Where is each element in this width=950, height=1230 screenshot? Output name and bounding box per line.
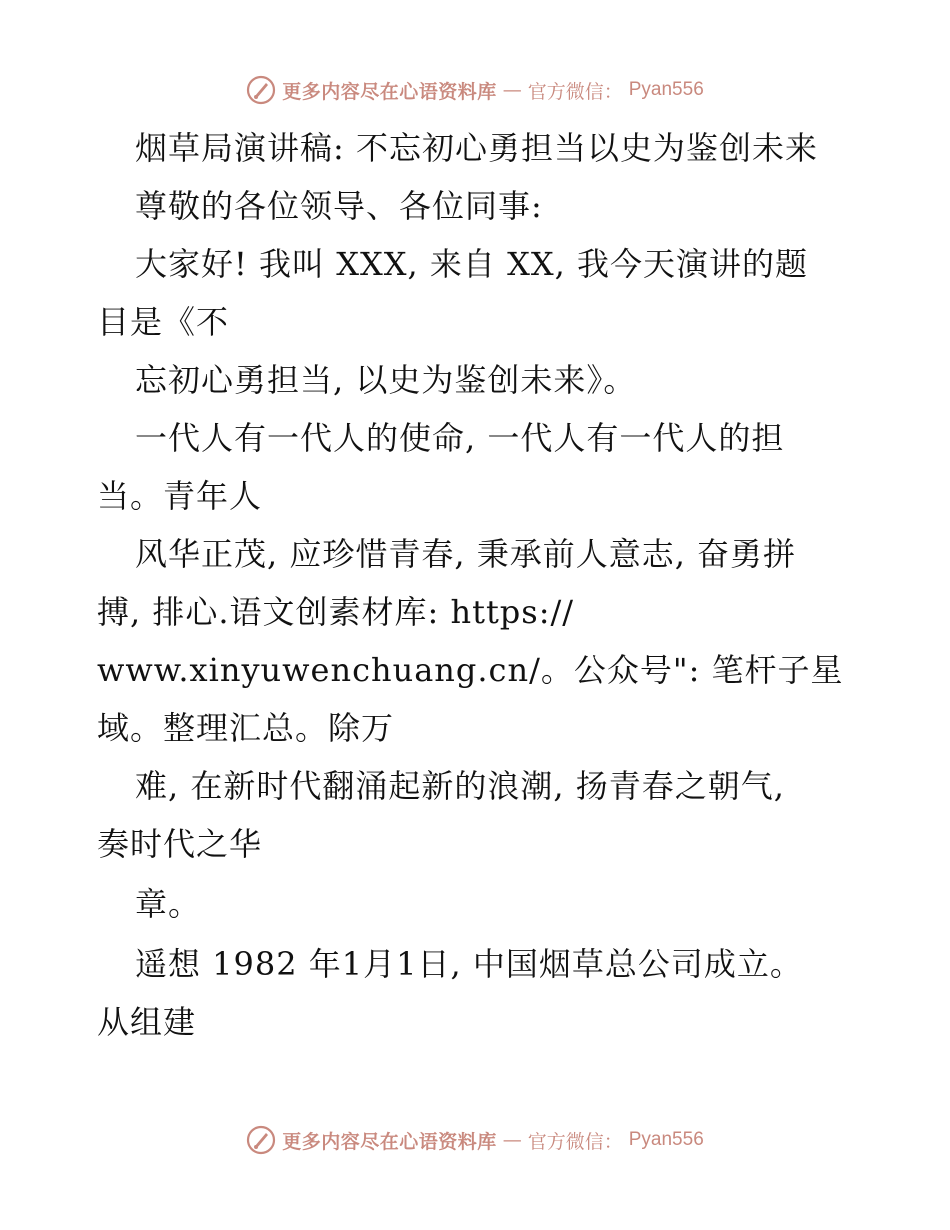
paragraph-line: www.xinyuwenchuang.cn/。公众号": 笔杆子星 bbox=[97, 651, 844, 689]
watermark-handle: Pyan556 bbox=[628, 1129, 704, 1150]
paragraph-line: 章。 bbox=[135, 885, 202, 923]
paragraph-line: 大家好! 我叫 XXX, 来自 XX, 我今天演讲的题 bbox=[135, 245, 808, 283]
footer-watermark bbox=[0, 1122, 950, 1158]
watermark-wechat-label: 官方微信： bbox=[527, 1130, 623, 1153]
paragraph-line: 遥想 1982 年1月1日, 中国烟草总公司成立。 bbox=[135, 945, 803, 983]
salutation: 尊敬的各位领导、各位同事: bbox=[135, 187, 543, 225]
paragraph-line: 风华正茂, 应珍惜青春, 秉承前人意志, 奋勇拼 bbox=[135, 535, 797, 573]
paragraph-line: 搏, 排心.语文创素材库: https:// bbox=[97, 593, 575, 631]
quill-pen-logo-icon bbox=[246, 75, 276, 105]
paragraph-line: 难, 在新时代翻涌起新的浪潮, 扬青春之朝气, bbox=[135, 767, 785, 805]
paragraph-line: 从组建 bbox=[97, 1003, 197, 1041]
paragraph-line: 一代人有一代人的使命, 一代人有一代人的担 bbox=[135, 419, 785, 457]
paragraph-line: 忘初心勇担当, 以史为鉴创未来》。 bbox=[135, 361, 637, 399]
paragraph-line: 奏时代之华 bbox=[97, 825, 263, 863]
watermark-separator: — bbox=[502, 1129, 522, 1151]
watermark-main-text: 更多内容尽在心语资料库 bbox=[282, 80, 497, 103]
paragraph-line: 目是《不 bbox=[97, 303, 230, 341]
document-title: 烟草局演讲稿: 不忘初心勇担当以史为鉴创未来 bbox=[135, 129, 818, 167]
watermark-separator: — bbox=[502, 79, 522, 101]
watermark-handle: Pyan556 bbox=[628, 79, 704, 100]
watermark-main-text: 更多内容尽在心语资料库 bbox=[282, 1130, 497, 1153]
paragraph-line: 域。整理汇总。除万 bbox=[97, 709, 395, 747]
header-watermark bbox=[0, 72, 950, 108]
quill-pen-logo-icon bbox=[246, 1125, 276, 1155]
paragraph-line: 当。青年人 bbox=[97, 477, 263, 515]
watermark-wechat-label: 官方微信： bbox=[527, 80, 623, 103]
